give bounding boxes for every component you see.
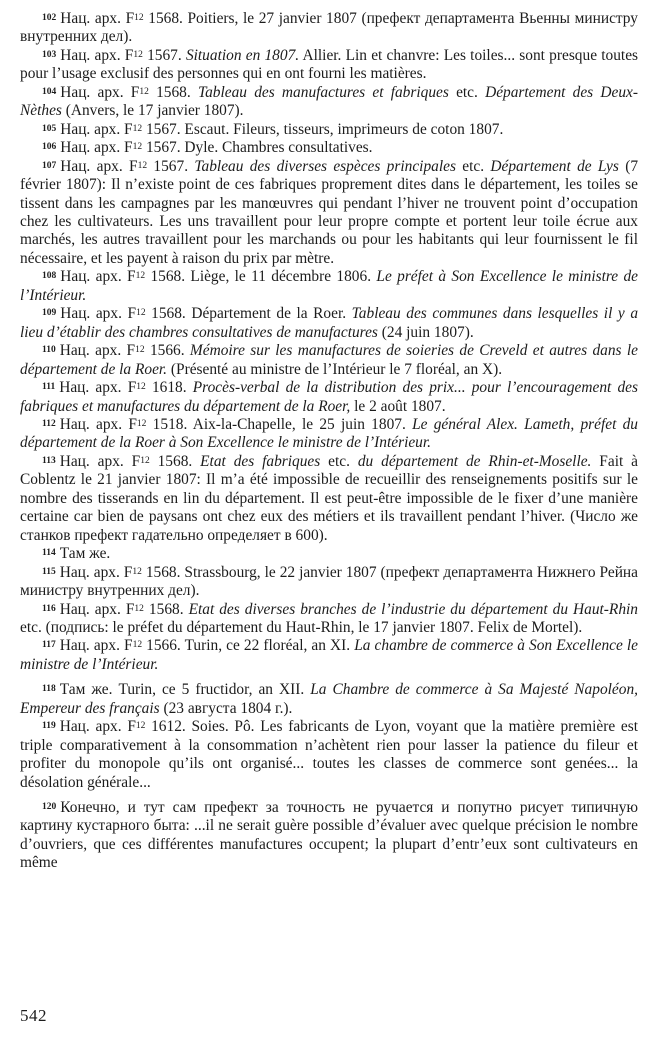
footnote-text: Нац. арх. F (59, 600, 135, 618)
italic-title: Tableau des communes dans lesquelles il y a lieu d’établir des chambres consultatives de manufactures (20, 305, 639, 341)
page-number: 542 (20, 1006, 47, 1025)
footnote-108 (20, 268, 638, 305)
italic-title: du département de Rhin-et-Moselle. (357, 452, 592, 470)
italic-title: Tableau des manufactures et fabriques (197, 83, 449, 101)
footnote-text: Нац. арх. F (59, 379, 137, 397)
footnote-text: (Anvers, le 17 janvier 1807). (61, 102, 244, 120)
footnote-text: 1568. Département de la Roer. (145, 305, 352, 323)
footnote-number: 119 (42, 721, 56, 732)
footnote-text: 1618. (145, 379, 193, 397)
footnote-text: 1567. (142, 46, 186, 64)
footnote-number: 105 (42, 123, 57, 134)
footnote-number: 115 (42, 566, 56, 577)
footnote-text: (23 августа 1804 г.). (159, 699, 293, 717)
footnote-text: 1566. (144, 342, 190, 360)
footnote-116 (20, 601, 638, 638)
footnote-number: 114 (42, 548, 56, 559)
footnote-text: etc. (455, 157, 491, 175)
fonds-superscript: 12 (137, 160, 148, 171)
footnote-text: etc. (448, 83, 486, 101)
fonds-superscript: 12 (134, 603, 144, 614)
footnote-text: le 2 août 1807. (350, 397, 446, 415)
footnote-number: 102 (42, 13, 57, 23)
footnote-text: 1567. Dyle. Chambres consultatives. (142, 139, 373, 157)
fonds-superscript: 12 (132, 640, 143, 651)
footnote-text: Нац. арх. F (59, 415, 137, 433)
footnote-text: Нац. арх. F (59, 718, 136, 736)
footnote-text: Нац. арх. F (59, 563, 133, 581)
footnote-number: 113 (42, 455, 56, 466)
footnote-number: 104 (42, 86, 57, 97)
italic-title: La chambre de commerce à Son Excellence le ministre de l’Intérieur. (20, 637, 639, 673)
footnote-text: 1518. Aix-la-Chapelle, le 25 juin 1807. (146, 415, 413, 433)
footnote-text: Конечно, и тут сам префект за точность не ручается и попутно рисует типичную картину кустарного быта: ...il ne serait guère possible d’évaluer avec quelque précision le nombre d’ouvriers, que ces différentes manufactures occupent; la plupart d’entr’eux sont cultivateurs en même (20, 799, 638, 872)
fonds-superscript: 12 (135, 345, 145, 356)
footnote-text: Нац. арх. F (60, 268, 136, 286)
italic-title: Situation en 1807. (185, 46, 300, 64)
footnote-text: Нац. арх. F (60, 139, 133, 157)
footnote-text: etc. (подпись: le préfet du département du Haut-Rhin, le 17 janvier 1807. Felix de Mortel). (20, 618, 583, 636)
italic-title: La Chambre de commerce à Sa Majesté Napoléon, Empereur des français (20, 681, 638, 717)
footnote-number: 116 (42, 603, 56, 614)
footnote-111 (20, 379, 638, 416)
footnote-text: Нац. арх. F (60, 305, 137, 323)
fonds-superscript: 12 (136, 418, 147, 429)
footnote-number: 103 (42, 49, 57, 60)
italic-title: Etat des diverses branches de l’industrie du département du Haut-Rhin (188, 600, 639, 618)
fonds-superscript: 12 (135, 721, 146, 732)
footnote-107 (20, 158, 638, 269)
footnote-104 (20, 84, 638, 121)
italic-title: Mémoire sur les manufactures de soieries de Creveld et autres dans le département de la Roer. (20, 342, 638, 378)
fonds-superscript: 12 (139, 86, 149, 97)
footnote-number: 111 (42, 382, 56, 393)
footnote-number: 108 (42, 271, 57, 282)
footnote-text: Нац. арх. F (59, 452, 141, 470)
footnote-number: 109 (42, 308, 57, 319)
italic-title: Le général Alex. Lameth, préfet du département de la Roer à Son Excellence le ministre de l’Intérieur. (20, 415, 638, 452)
italic-title: Procès-verbal de la distribution des prix... pour l’encouragement des fabriques et manufactures du département de la Roer, (20, 379, 638, 415)
footnote-106 (20, 139, 638, 157)
fonds-superscript: 12 (133, 49, 143, 60)
footnote-number: 110 (42, 345, 56, 356)
footnote-114 (20, 545, 638, 563)
footnote-103 (20, 47, 638, 84)
footnote-text: 1568. Strassbourg, le 22 janvier 1807 (префект департамента Нижнего Рейна министру внутренних дел). (20, 563, 638, 600)
footnote-number: 118 (42, 684, 56, 695)
footnote-text: (7 février 1807): Il n’existe point de ces fabriques proprement dites dans le département, les toiles se tissent dans les campagnes par les manœuvres qui pendant l’hiver ne trouvent point d’occupation chez les cultivateurs. Les uns travaillent pour leur propre compte et portent leur toile écrue aux marchés, les autres travaillent pour les marchands ou pour les habitants qui leur fournissent le fil nécessaire, et les payent à raison du prix par mètre. (20, 157, 639, 267)
footnote-text: (Présenté au ministre de l’Intérieur le 7 floréal, an X). (167, 360, 503, 378)
footnote-text: Нац. арх. F (60, 46, 134, 64)
footnote-number: 112 (42, 418, 56, 429)
footnote-text: Нац. арх. F (59, 342, 136, 360)
fonds-superscript: 12 (132, 142, 143, 153)
footnote-text: Нац. арх. F (60, 83, 140, 101)
footnote-text: 1568. Liège, le 11 décembre 1806. (145, 268, 377, 286)
footnote-number: 107 (42, 160, 57, 171)
footnote-text: Нац. арх. F (60, 10, 135, 27)
footnote-118 (20, 681, 638, 718)
footnote-text: 1568. (148, 83, 198, 101)
footnote-text: etc. (320, 452, 358, 470)
footnote-text: 1567. Escaut. Fileurs, tisseurs, imprimeurs de coton 1807. (142, 120, 504, 138)
italic-title: Département de Lys (490, 157, 619, 175)
fonds-superscript: 12 (140, 455, 150, 466)
footnote-text: Там же. (59, 545, 111, 563)
fonds-superscript: 12 (136, 308, 146, 319)
footnote-112 (20, 416, 638, 453)
footnote-text: 1568. (149, 452, 201, 470)
footnote-number: 106 (42, 142, 57, 153)
footnote-text: Fait à Coblentz le 21 janvier 1807: Il m’a été impossible de recueillir des renseignements positifs sur le nombre des tisserands en lin du département. Il est peut-être impossible de le fixer d’une manière certaine car bien de paysans ont chez eux des métiers et ils travaillent pendant l’hiver. (Число же станков префект гадательно определяет в 600). (20, 452, 638, 544)
footnote-text: (24 juin 1807). (377, 323, 474, 341)
footnote-text: 1567. (147, 157, 195, 175)
footnote-text: Allier. Lin et chanvre: Les toiles... sont presque toutes pour l’usage exclusif des personnes qui en ont fourni les matières. (20, 46, 639, 83)
footnote-102 (20, 10, 638, 47)
footnote-text: Нац. арх. F (60, 120, 133, 138)
footnote-105 (20, 121, 638, 139)
footnote-110 (20, 342, 638, 379)
footnotes-block (20, 10, 638, 873)
fonds-superscript: 12 (136, 382, 146, 393)
italic-title: Département des Deux-Nèthes (20, 83, 638, 120)
fonds-superscript: 12 (132, 123, 143, 134)
fonds-superscript: 12 (135, 271, 146, 282)
footnote-117 (20, 637, 638, 674)
footnote-number: 117 (42, 640, 56, 651)
fonds-superscript: 12 (132, 566, 142, 577)
fonds-superscript: 12 (134, 13, 144, 23)
footnote-115 (20, 564, 638, 601)
footnote-text: 1568. Poitiers, le 27 janvier 1807 (префект департамента Вьенны министру внутренних дел). (20, 10, 638, 46)
footnote-text: 1568. (143, 600, 189, 618)
footnote-113 (20, 453, 638, 545)
italic-title: Etat des fabriques (200, 452, 321, 470)
footnote-text: Нац. арх. F (60, 157, 138, 175)
footnote-text: Там же. Turin, ce 5 fructidor, an XII. (59, 681, 311, 699)
italic-title: Tableau des diverses espèces principales (194, 157, 456, 175)
footnote-119 (20, 718, 638, 792)
italic-title: Le préfet à Son Excellence le ministre de l’Intérieur. (20, 268, 639, 304)
footnote-109 (20, 305, 638, 342)
footnote-120 (20, 799, 638, 873)
footnote-number: 120 (42, 802, 57, 813)
footnote-text: Нац. арх. F (59, 637, 133, 655)
footnote-text: 1566. Turin, ce 22 floréal, an XI. (142, 637, 355, 655)
footnote-text: 1612. Soies. Pô. Les fabricants de Lyon, voyant que la matière première est triple comparativement à la consommation n’achètent rien pour lasser la patience du fileur et profiter du monopole qu’ils ont organisé... toutes les classes de commerce sont genées... la désolation générale... (20, 718, 638, 791)
